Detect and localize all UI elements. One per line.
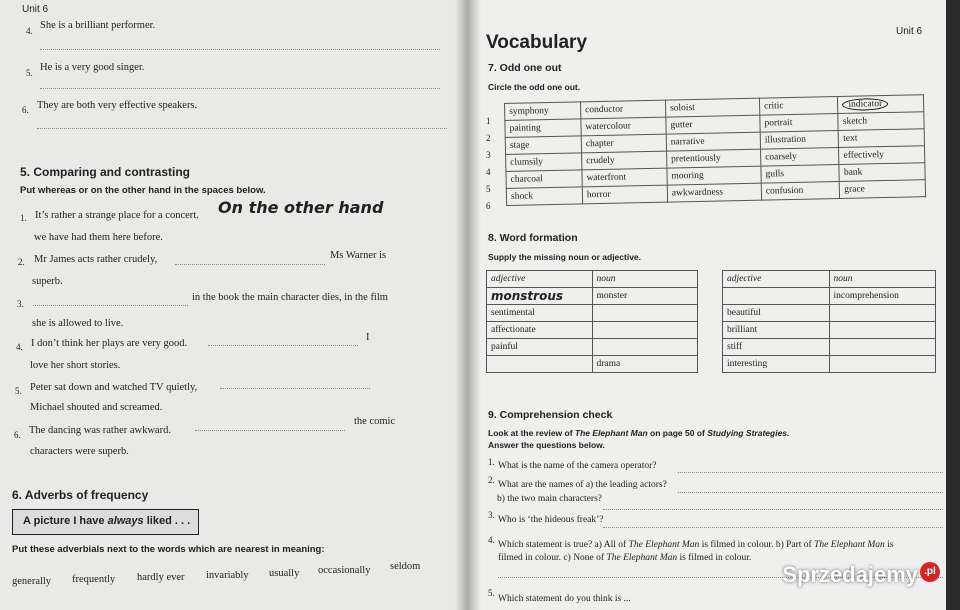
- section-9-instruction-2: Answer the questions below.: [488, 440, 605, 450]
- table-row: [487, 271, 698, 288]
- question-text-part: is: [887, 540, 894, 550]
- word-cell[interactable]: gutter: [666, 115, 760, 134]
- section-7-instruction: Circle the odd one out.: [488, 82, 581, 92]
- film-title: The Elephant Man: [606, 553, 678, 563]
- word-formation-table-1: [486, 270, 698, 373]
- table-row: [723, 271, 936, 288]
- word-cell[interactable]: bank: [839, 163, 925, 182]
- unit-label-right: Unit 6: [896, 26, 923, 37]
- word-cell[interactable]: grace: [840, 180, 926, 199]
- answer-cell[interactable]: [723, 288, 830, 305]
- word-cell[interactable]: shock: [506, 187, 582, 206]
- question-text: Which statement do you think is ...: [498, 594, 631, 604]
- row-number: 2: [486, 133, 491, 143]
- example-text-b: liked . . .: [146, 515, 191, 527]
- table-row: [487, 305, 698, 322]
- item-number: 6.: [22, 105, 29, 115]
- answer-line: [40, 88, 440, 89]
- answer-cell[interactable]: [829, 356, 936, 373]
- adverb-word: hardly ever: [137, 572, 185, 583]
- table-row: [723, 322, 936, 339]
- question-text-part: Which statement is true? a) All of: [498, 540, 627, 550]
- item-text: The dancing was rather awkward.: [29, 425, 171, 436]
- question-number: 2.: [488, 475, 495, 485]
- answer-line: [175, 264, 325, 265]
- column-header: adjective: [723, 271, 830, 288]
- row-number: 3: [486, 150, 491, 160]
- word-cell[interactable]: effectively: [839, 146, 925, 165]
- word-cell[interactable]: watercolour: [581, 117, 666, 136]
- item-text: we have had them here before.: [34, 232, 163, 243]
- item-text: characters were superb.: [30, 446, 129, 457]
- instruction-text: Look at the review of: [488, 428, 573, 438]
- word-cell[interactable]: portrait: [760, 114, 839, 133]
- question-number: 5.: [488, 588, 495, 598]
- word-cell[interactable]: crudely: [581, 151, 666, 170]
- item-number: 6.: [14, 430, 21, 440]
- word-cell[interactable]: awkwardness: [667, 183, 761, 202]
- item-text: Michael shouted and screamed.: [30, 402, 163, 413]
- answer-line[interactable]: [603, 527, 943, 528]
- item-number: 3.: [17, 299, 24, 309]
- item-text: Peter sat down and watched TV quietly,: [30, 382, 198, 393]
- answer-cell[interactable]: [487, 356, 593, 373]
- answer-line[interactable]: [678, 492, 943, 493]
- answer-cell[interactable]: [829, 339, 936, 356]
- word-cell[interactable]: clumsily: [506, 153, 582, 172]
- right-page: [468, 0, 960, 610]
- row-number: 6: [486, 201, 491, 211]
- word-cell[interactable]: mooring: [667, 166, 761, 185]
- answer-cell[interactable]: [592, 339, 698, 356]
- row-number: 5: [486, 184, 491, 194]
- answer-line: [37, 128, 447, 129]
- row-number: 1: [486, 116, 491, 126]
- word-cell[interactable]: chapter: [581, 134, 666, 153]
- table-row: [723, 288, 936, 305]
- word-cell[interactable]: coarsely: [760, 147, 839, 166]
- left-page: [0, 0, 468, 610]
- example-text-em: always: [107, 515, 144, 527]
- section-8-title: 8. Word formation: [488, 232, 578, 244]
- question-text-part: filmed in colour. c) None of: [498, 553, 605, 563]
- word-cell[interactable]: sentimental: [487, 305, 593, 322]
- table-row: [723, 305, 936, 322]
- word-cell[interactable]: monster: [592, 288, 698, 305]
- word-cell[interactable]: painting: [505, 119, 581, 138]
- word-cell[interactable]: beautiful: [723, 305, 830, 322]
- answer-line: [40, 49, 440, 50]
- word-cell[interactable]: illustration: [760, 131, 839, 150]
- word-cell[interactable]: symphony: [505, 102, 581, 121]
- word-cell[interactable]: critic: [759, 97, 838, 116]
- question-text: [498, 540, 894, 550]
- item-text: love her short stories.: [30, 360, 121, 371]
- item-text: she is allowed to live.: [32, 318, 124, 329]
- question-text: Who is ‘the hideous freak’?: [498, 515, 604, 525]
- word-cell[interactable]: affectionate: [487, 322, 593, 339]
- adverb-word: generally: [12, 576, 52, 587]
- adverb-word: occasionally: [318, 565, 371, 576]
- word-cell[interactable]: confusion: [761, 181, 840, 200]
- word-cell[interactable]: gulls: [761, 164, 840, 183]
- section-9-title: 9. Comprehension check: [488, 409, 613, 421]
- section-7-title: 7. Odd one out: [488, 62, 562, 74]
- circled-word: indicator: [842, 98, 888, 111]
- answer-cell[interactable]: [829, 322, 936, 339]
- section-5-title: 5. Comparing and contrasting: [20, 165, 191, 179]
- adverb-word: frequently: [72, 574, 116, 585]
- word-cell[interactable]: interesting: [723, 356, 830, 373]
- word-cell[interactable]: painful: [487, 339, 593, 356]
- item-text: It’s rather a strange place for a concert.: [35, 210, 199, 221]
- question-number: 1.: [488, 457, 495, 467]
- item-text: in the book the main character dies, in the film: [192, 292, 388, 303]
- item-number: 2.: [18, 257, 25, 267]
- answer-line: [208, 345, 358, 346]
- word-cell[interactable]: charcoal: [506, 170, 582, 189]
- instruction-title: The Elephant Man: [574, 428, 648, 438]
- column-header: adjective: [487, 271, 593, 288]
- instruction-text: on page 50 of: [650, 428, 705, 438]
- table-row: [723, 356, 936, 373]
- question-text: What are the names of a) the leading actors?: [498, 480, 667, 490]
- item-number: 4.: [16, 342, 23, 352]
- table-row: [487, 288, 698, 305]
- word-cell[interactable]: brilliant: [723, 322, 830, 339]
- item-text: Ms Warner is: [330, 250, 387, 261]
- item-text: I don’t think her plays are very good.: [31, 338, 188, 349]
- answer-cell[interactable]: [829, 305, 936, 322]
- word-cell[interactable]: soloist: [665, 98, 759, 117]
- question-text-part: is filmed in colour. b) Part of: [701, 540, 812, 550]
- handwritten-answer: On the other hand: [218, 198, 384, 217]
- watermark-text: Sprzedajemy: [782, 562, 918, 587]
- answer-line[interactable]: [678, 472, 943, 473]
- table-row: [487, 339, 698, 356]
- word-cell[interactable]: narrative: [666, 132, 760, 151]
- vocabulary-heading: Vocabulary: [486, 32, 588, 53]
- section-6-instruction: Put these adverbials next to the words which are nearest in meaning:: [12, 544, 325, 555]
- watermark: [782, 562, 940, 588]
- row-number: 4: [486, 167, 491, 177]
- item-number: 1.: [20, 213, 27, 223]
- answer-cell[interactable]: monstrous: [487, 288, 593, 305]
- section-9-instruction: [488, 428, 789, 438]
- item-text: superb.: [32, 276, 63, 287]
- question-text: [498, 553, 751, 563]
- column-header: noun: [592, 271, 698, 288]
- film-title: The Elephant Man: [814, 540, 885, 550]
- word-cell[interactable]: stiff: [723, 339, 830, 356]
- word-cell[interactable]: stage: [505, 136, 581, 155]
- question-text: b) the two main characters?: [497, 494, 602, 504]
- item-text: Mr James acts rather crudely,: [34, 254, 158, 265]
- table-row: [723, 339, 936, 356]
- item-text: She is a brilliant performer.: [40, 20, 156, 31]
- section-8-instruction: Supply the missing noun or adjective.: [488, 252, 642, 262]
- film-title: The Elephant Man: [628, 540, 700, 550]
- question-number: 4.: [488, 535, 495, 545]
- adverb-word: usually: [269, 568, 300, 579]
- odd-one-out-table: [504, 94, 926, 206]
- word-cell[interactable]: incomprehension: [829, 288, 936, 305]
- column-header: noun: [829, 271, 936, 288]
- book-gutter: [455, 0, 481, 610]
- section-5-instruction: Put whereas or on the other hand in the spaces below.: [20, 185, 266, 196]
- word-cell-circled[interactable]: [838, 95, 924, 114]
- answer-cell[interactable]: [592, 305, 698, 322]
- item-number: 5.: [15, 386, 22, 396]
- example-text-a: A picture I have: [23, 515, 105, 527]
- table-row: [487, 322, 698, 339]
- example-box: [12, 509, 199, 535]
- word-cell[interactable]: conductor: [580, 100, 665, 119]
- answer-line: [195, 430, 345, 431]
- unit-label-left: Unit 6: [22, 4, 49, 15]
- adverb-word: seldom: [390, 561, 421, 572]
- word-cell[interactable]: horror: [582, 185, 667, 204]
- item-text: He is a very good singer.: [40, 62, 145, 73]
- word-cell[interactable]: text: [839, 129, 925, 148]
- question-text-part: is filmed in colour.: [679, 553, 752, 563]
- item-number: 5.: [26, 68, 33, 78]
- answer-line: [33, 305, 188, 306]
- item-text: the comic: [354, 416, 396, 427]
- page-edge: [946, 0, 960, 610]
- answer-cell[interactable]: [592, 322, 698, 339]
- section-6-title: 6. Adverbs of frequency: [12, 488, 149, 502]
- table-row: [487, 356, 698, 373]
- watermark-badge: .pl: [920, 562, 940, 582]
- item-number: 4.: [26, 26, 33, 36]
- item-text: I: [366, 332, 370, 343]
- question-number: 3.: [488, 510, 495, 520]
- word-formation-table-2: [722, 270, 936, 373]
- word-cell[interactable]: sketch: [838, 112, 924, 131]
- word-cell[interactable]: waterfront: [582, 168, 667, 187]
- word-cell[interactable]: pretentiously: [666, 149, 760, 168]
- instruction-title: Studying Strategies.: [707, 428, 790, 438]
- adverb-word: invariably: [206, 570, 249, 581]
- answer-line[interactable]: [603, 509, 943, 510]
- item-text: They are both very effective speakers.: [37, 100, 198, 111]
- word-cell[interactable]: drama: [592, 356, 698, 373]
- question-text: What is the name of the camera operator?: [498, 461, 657, 471]
- answer-line: [220, 388, 370, 389]
